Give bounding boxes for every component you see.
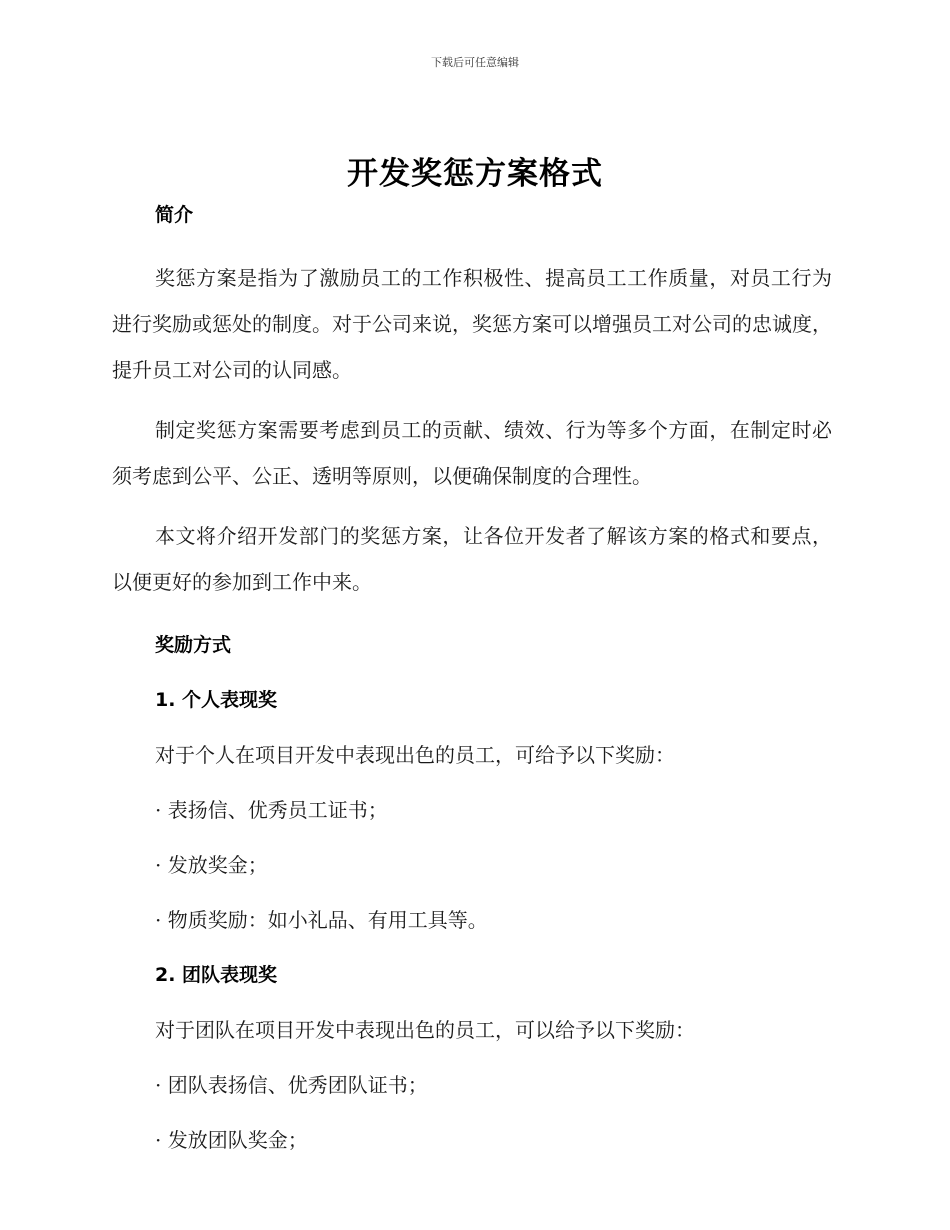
team-award-lead: 对于团队在项目开发中表现出色的员工，可以给予以下奖励： <box>155 1018 695 1042</box>
document-body <box>112 200 832 1155</box>
intro-paragraph-2: 制定奖惩方案需要考虑到员工的贡献、绩效、行为等多个方面，在制定时必须考虑到公平、公正、透明等原则，以便确保制度的合理性。 <box>112 418 832 488</box>
document-title: 开发奖惩方案格式 <box>347 156 603 192</box>
intro-paragraph-1: 奖惩方案是指为了激励员工的工作积极性、提高员工工作质量，对员工行为进行奖励或惩处的制度。对于公司来说，奖惩方案可以增强员工对公司的忠诚度，提升员工对公司的认同感。 <box>112 266 832 382</box>
list-item: · 物质奖励：如小礼品、有用工具等。 <box>155 908 488 932</box>
list-item: · 团队表扬信、优秀团队证书； <box>155 1073 428 1097</box>
list-item: · 表扬信、优秀员工证书； <box>155 798 388 822</box>
intro-paragraph-3: 本文将介绍开发部门的奖惩方案，让各位开发者了解该方案的格式和要点，以便更好的参加到工作中来。 <box>112 524 832 594</box>
list-item: · 发放团队奖金； <box>155 1128 308 1152</box>
section-heading-intro: 简介 <box>155 204 194 226</box>
header-note: 下载后可任意编辑 <box>431 56 519 69</box>
individual-award-lead: 对于个人在项目开发中表现出色的员工，可给予以下奖励： <box>155 743 675 767</box>
subheading-individual-award: 1. 个人表现奖 <box>155 689 278 711</box>
subheading-team-award: 2. 团队表现奖 <box>155 964 278 986</box>
section-heading-rewards: 奖励方式 <box>155 634 232 656</box>
list-item: · 发放奖金； <box>155 853 268 877</box>
